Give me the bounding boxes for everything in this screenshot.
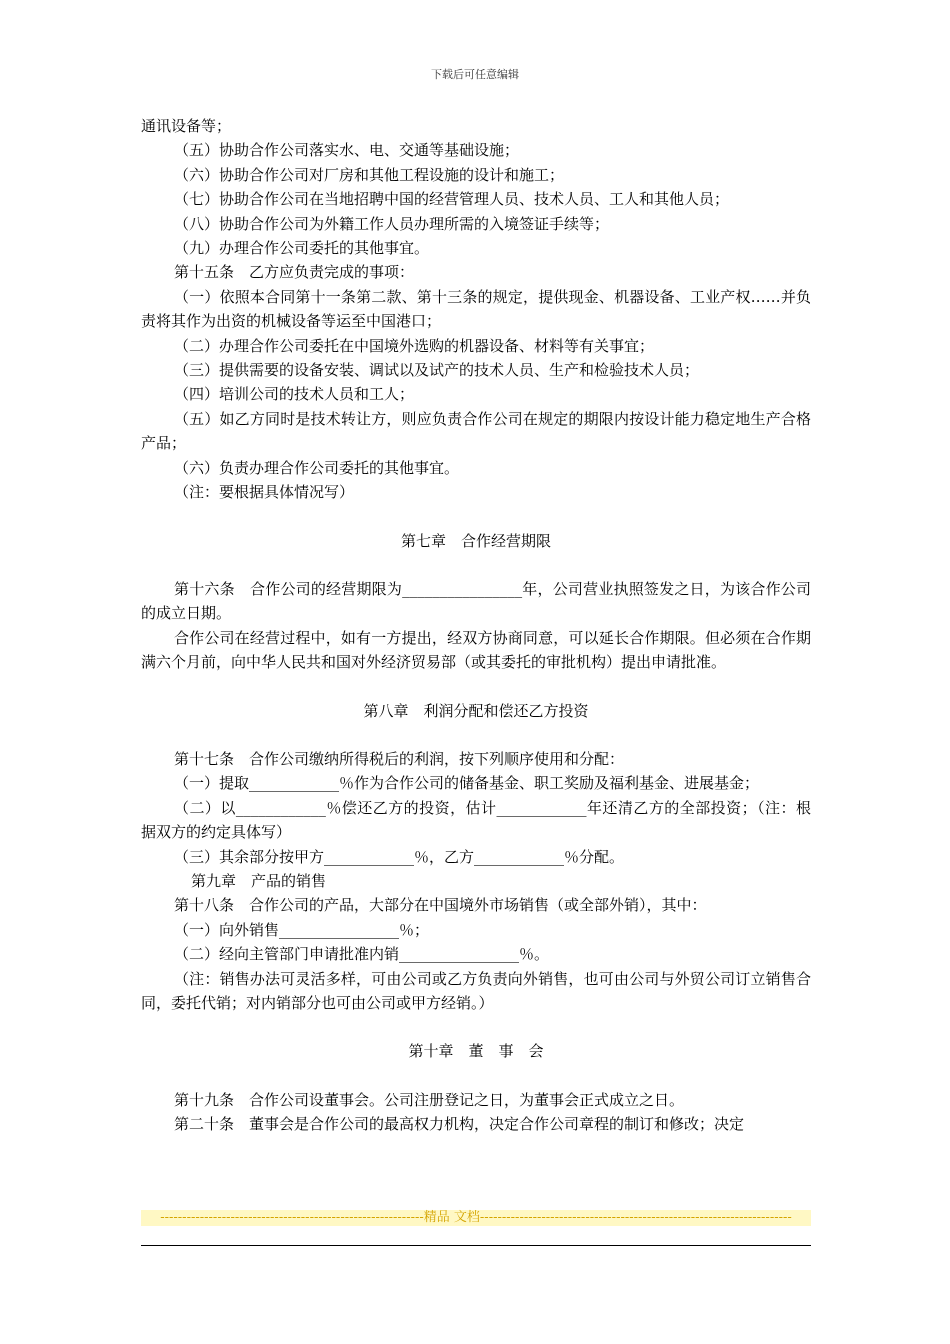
list-item: （四）培训公司的技术人员和工人； [174, 385, 415, 404]
list-item: （五）如乙方同时是技术转让方，则应负责合作公司在规定的期限内按设计能力稳定地生产合格产品； [141, 409, 811, 453]
note: （注：销售办法可灵活多样，可由公司或乙方负责向外销售，也可由公司与外贸公司订立销售合同，委托代销；对内销部分也可由公司或甲方经销。） [141, 969, 811, 1012]
article-title: 第十五条 乙方应负责完成的事项： [174, 263, 415, 282]
list-item: （七）协助合作公司在当地招聘中国的经营管理人员、技术人员、工人和其他人员； [174, 190, 730, 209]
paragraph: 通讯设备等； [141, 117, 232, 135]
footer-divider [141, 1245, 811, 1246]
chapter-heading-10: 第十章 董 事 会 [408, 1042, 544, 1061]
list-item: （六）协助合作公司对厂房和其他工程设施的设计和施工； [174, 165, 565, 184]
list-item: （三）提供需要的设备安装、调试以及试产的技术人员、生产和检验技术人员； [174, 361, 700, 380]
paragraph: 合作公司在经营过程中，如有一方提出，经双方协商同意，可以延长合作期限。但必须在合作期满六个月前，向中华人民共和国对外经济贸易部（或其委托的审批机构）提出申请批准。 [141, 628, 811, 672]
article-paragraph: 第十九条 合作公司设董事会。公司注册登记之日，为董事会正式成立之日。 [174, 1090, 685, 1109]
list-item: （二）经向主管部门申请批准内销________________％。 [174, 945, 550, 964]
chapter-heading-8: 第八章 利润分配和偿还乙方投资 [363, 701, 589, 720]
list-item: （五）协助合作公司落实水、电、交通等基础设施； [174, 141, 520, 160]
note: （注：要根据具体情况写） [174, 483, 355, 502]
page-header: 下载后可任意编辑 [431, 68, 519, 81]
article-paragraph: 第二十条 董事会是合作公司的最高权力机构，决定合作公司章程的制订和修改；决定 [174, 1115, 745, 1134]
article-title: 第十七条 合作公司缴纳所得税后的利润，按下列顺序使用和分配： [174, 749, 625, 768]
list-item: （六）负责办理合作公司委托的其他事宜。 [174, 458, 460, 477]
list-item: （八）协助合作公司为外籍工作人员办理所需的入境签证手续等； [174, 214, 610, 233]
list-item: （一）提取____________％作为合作公司的储备基金、职工奖励及福利基金、进展基金； [174, 774, 760, 793]
list-item: （一）依照本合同第十一条第二款、第十三条的规定，提供现金、机器设备、工业产权……并负责将其作为出资的机械设备等运至中国港口； [141, 287, 811, 331]
footer-watermark: ------------------------------------------------------------精品 文档----------------------------------------------------------------------- [141, 1210, 811, 1226]
list-item: （九）办理合作公司委托的其他事宜。 [174, 239, 430, 258]
list-item: （三）其余部分按甲方____________％，乙方____________％分配。 [174, 847, 625, 866]
document-body [141, 114, 811, 1137]
article-paragraph: 第十六条 合作公司的经营期限为________________年，公司营业执照签发之日，为该合作公司的成立日期。 [141, 579, 811, 623]
list-item: （一）向外销售________________％； [174, 920, 430, 939]
list-item: （二）以____________％偿还乙方的投资，估计____________年还清乙方的全部投资；（注：根据双方的约定具体写） [141, 798, 811, 842]
article-title: 第十八条 合作公司的产品，大部分在中国境外市场销售（或全部外销），其中： [174, 896, 707, 915]
chapter-heading-9: 第九章 产品的销售 [191, 871, 327, 890]
list-item: （二）办理合作公司委托在中国境外选购的机器设备、材料等有关事宜； [174, 336, 655, 355]
chapter-heading-7: 第七章 合作经营期限 [400, 531, 551, 550]
